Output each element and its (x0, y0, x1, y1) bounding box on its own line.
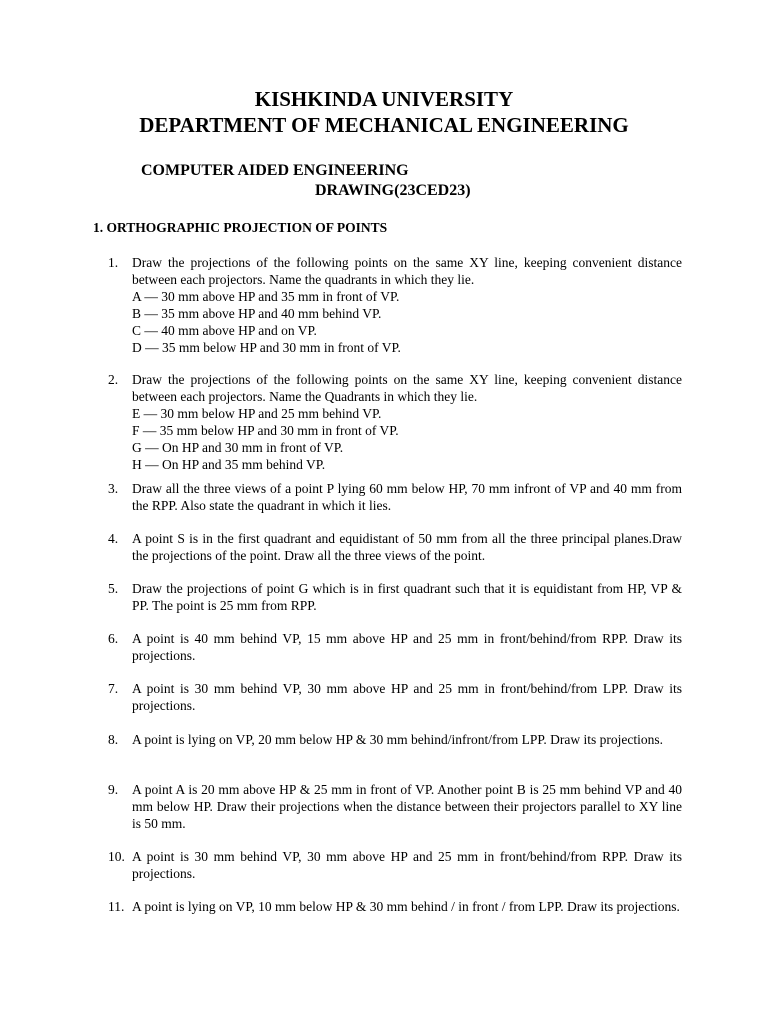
question-number: 3. (108, 481, 119, 496)
section-heading: 1. ORTHOGRAPHIC PROJECTION OF POINTS (93, 220, 388, 235)
question-5 (108, 580, 682, 614)
question-text: Draw the projections of the following points on the same XY line, keeping convenient distance between each projectors. Name the Quadrants in which they lie. (132, 372, 682, 404)
question-number: 7. (108, 681, 119, 696)
question-text: A point is 40 mm behind VP, 15 mm above HP and 25 mm in front/behind/from RPP. Draw its projections. (132, 631, 682, 663)
question-4 (108, 530, 682, 564)
question-number: 1. (108, 255, 119, 270)
question-8 (108, 731, 682, 748)
question-text: A point S is in the first quadrant and equidistant of 50 mm from all the three principal planes.Draw the projections of the point. Draw all the three views of the point. (132, 531, 682, 563)
question-number: 5. (108, 581, 119, 596)
question-text: A point is 30 mm behind VP, 30 mm above HP and 25 mm in front/behind/from LPP. Draw its projections. (132, 681, 682, 713)
point-item: A — 30 mm above HP and 35 mm in front of VP. (132, 289, 400, 304)
question-text: A point is 30 mm behind VP, 30 mm above HP and 25 mm in front/behind/from RPP. Draw its projections. (132, 849, 682, 881)
question-text: Draw all the three views of a point P lying 60 mm below HP, 70 mm infront of VP and 40 mm from the RPP. Also state the quadrant in which it lies. (132, 481, 682, 513)
question-number: 4. (108, 531, 119, 546)
point-item: D — 35 mm below HP and 30 mm in front of VP. (132, 340, 401, 355)
question-number: 2. (108, 372, 119, 387)
question-number: 8. (108, 732, 119, 747)
point-item: B — 35 mm above HP and 40 mm behind VP. (132, 306, 382, 321)
course-title-line1: COMPUTER AIDED ENGINEERING (141, 162, 409, 179)
question-11 (108, 898, 682, 915)
question-number: 11. (108, 899, 125, 914)
question-text: A point is lying on VP, 20 mm below HP & 30 mm behind/infront/from LPP. Draw its projections. (132, 732, 664, 747)
question-text: Draw the projections of point G which is in first quadrant such that it is equidistant from HP, VP & PP. The point is 25 mm from RPP. (132, 581, 682, 613)
question-7 (108, 680, 682, 714)
course-title-line2: DRAWING(23CED23) (315, 182, 471, 199)
question-number: 10. (108, 849, 125, 864)
question-9 (108, 781, 682, 832)
point-item: C — 40 mm above HP and on VP. (132, 323, 317, 338)
point-item: F — 35 mm below HP and 30 mm in front of VP. (132, 423, 399, 438)
question-text: A point is lying on VP, 10 mm below HP & 30 mm behind / in front / from LPP. Draw its projections. (132, 899, 680, 914)
question-number: 6. (108, 631, 119, 646)
university-title: KISHKINDA UNIVERSITY (254, 87, 514, 111)
question-3 (108, 480, 682, 514)
question-text: A point A is 20 mm above HP & 25 mm in front of VP. Another point B is 25 mm behind VP and 40 mm below HP. Draw their projections when the distance between their projectors parallel to XY line is 50 mm. (132, 782, 682, 831)
department-title: DEPARTMENT OF MECHANICAL ENGINEERING (139, 113, 629, 137)
point-item: G — On HP and 30 mm in front of VP. (132, 440, 344, 455)
question-2 (108, 371, 682, 473)
question-10 (108, 848, 682, 882)
point-item: E — 30 mm below HP and 25 mm behind VP. (132, 406, 382, 421)
point-item: H — On HP and 35 mm behind VP. (132, 457, 326, 472)
question-number: 9. (108, 782, 119, 797)
question-1 (108, 254, 682, 356)
question-6 (108, 630, 682, 664)
question-text: Draw the projections of the following points on the same XY line, keeping convenient distance between each projectors. Name the quadrants in which they lie. (132, 255, 682, 287)
